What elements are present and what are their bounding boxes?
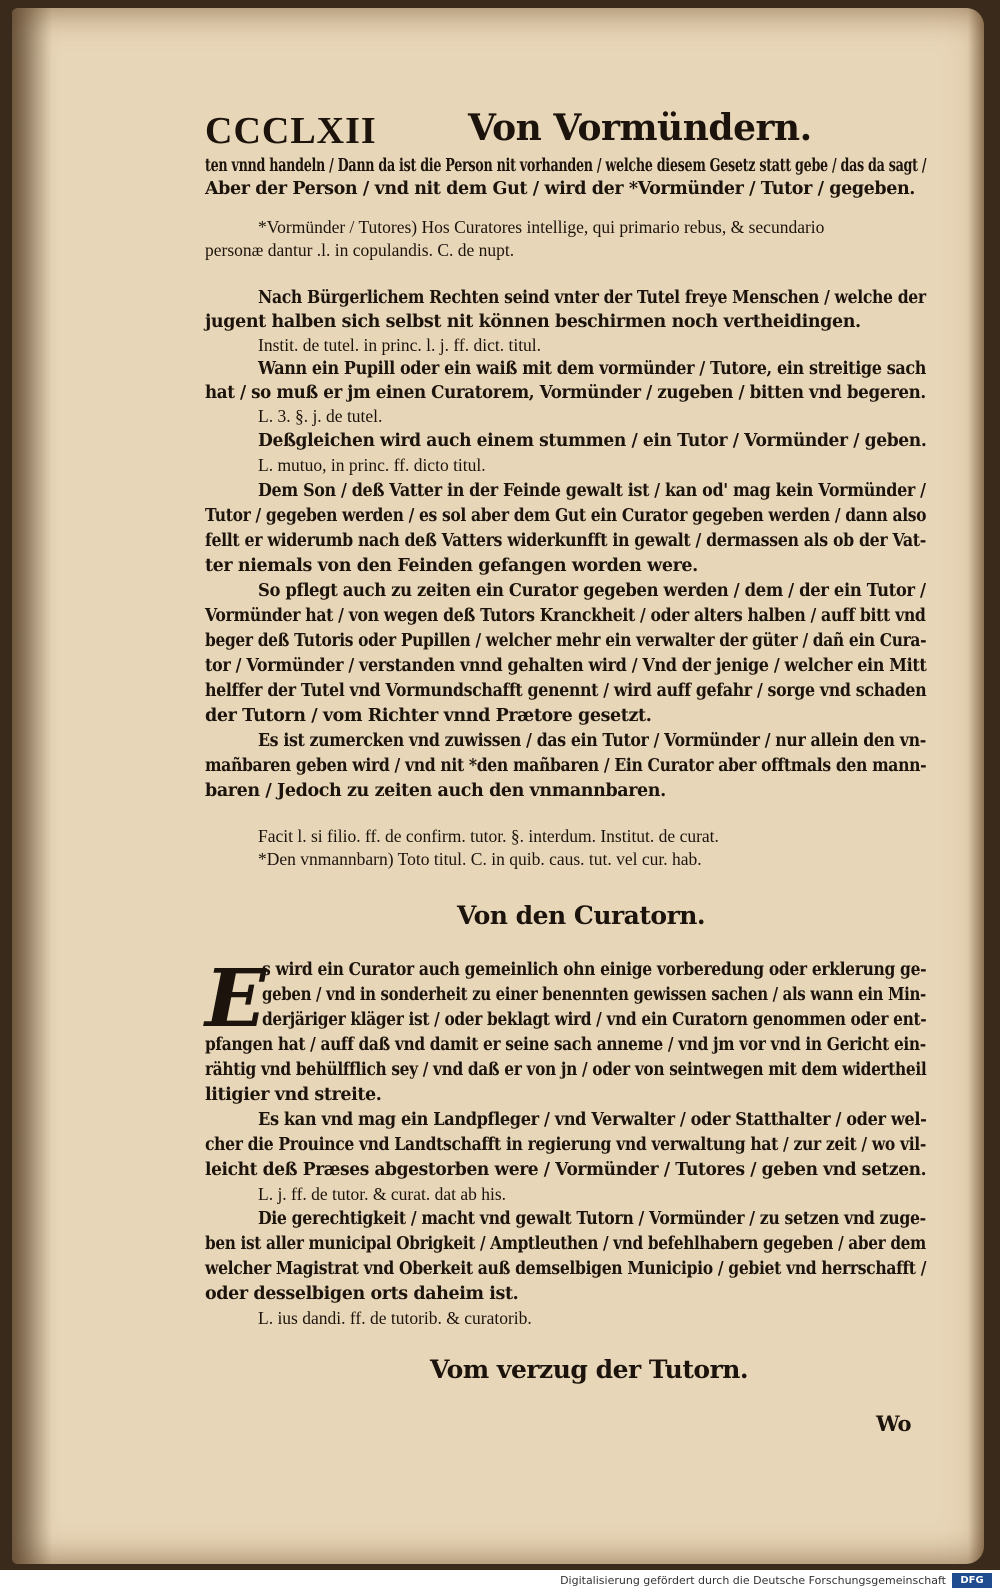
dfg-logo: DFG <box>952 1573 992 1588</box>
text-line: baren / Jedoch zu zeiten auch den vnmannbaren. <box>205 781 666 801</box>
section-heading: Von den Curatorn. <box>457 901 706 930</box>
text-line: hat / so muß er jm einen Curatorem, Vormünder / zugeben / bitten vnd begeren. <box>205 383 926 403</box>
text-line: beger deß Tutoris oder Pupillen / welcher mehr ein verwalter der güter / dañ ein Cura- <box>205 631 927 651</box>
citation-line: L. mutuo, in princ. ff. dicto titul. <box>258 455 486 475</box>
text-line: rähtig vnd behülfflich sey / vnd daß er von jn / oder von seintwegen mit dem widertheil <box>205 1060 927 1080</box>
text-line: Deßgleichen wird auch einem stummen / ein Tutor / Vormünder / geben. <box>258 431 927 451</box>
folio-number: CCCLXII <box>205 110 377 152</box>
citation-line: Facit l. si filio. ff. de confirm. tutor. §. interdum. Institut. de curat. <box>258 826 719 846</box>
text-line: Vormünder hat / von wegen deß Tutors Kranckheit / oder alters halben / auff bitt vnd <box>205 606 926 626</box>
catchword: Wo <box>876 1411 912 1436</box>
text-line: Es kan vnd mag ein Landpfleger / vnd Verwalter / oder Statthalter / oder wel- <box>258 1110 927 1130</box>
citation-line: L. j. ff. de tutor. & curat. dat ab his. <box>258 1184 507 1204</box>
drop-cap: E <box>205 951 266 1045</box>
footnote-line: personæ dantur .l. in copulandis. C. de nupt. <box>205 240 515 260</box>
text-line: cher die Prouince vnd Landtschafft in regierung vnd verwaltung hat / zur zeit / wo vil- <box>205 1135 926 1155</box>
text-line: Es ist zumercken vnd zuwissen / das ein Tutor / Vormünder / nur allein den vn- <box>258 731 926 751</box>
text-line: mañbaren geben wird / vnd nit *den mañbaren / Ein Curator aber offtmals den mann- <box>205 756 927 776</box>
text-line: helffer der Tutel vnd Vormundschafft genennt / wird auff gefahr / sorge vnd schaden <box>205 681 927 701</box>
citation-line: L. ius dandi. ff. de tutorib. & curatorib. <box>258 1308 532 1328</box>
page-gutter-shadow <box>12 8 52 1564</box>
funding-notice: Digitalisierung gefördert durch die Deutsche Forschungsgemeinschaft <box>560 1574 946 1587</box>
text-line: welcher Magistrat vnd Oberkeit auß demselbigen Municipio / gebiet vnd herrschafft / <box>205 1259 927 1279</box>
text-line: Nach Bürgerlichem Rechten seind vnter der Tutel freye Menschen / welche der <box>258 288 926 308</box>
citation-line: Instit. de tutel. in princ. l. j. ff. dict. titul. <box>258 335 542 355</box>
text-line: s wird ein Curator auch gemeinlich ohn einige vorberedung oder erklerung ge- <box>262 960 927 980</box>
text-line: ten vnnd handeln / Dann da ist die Person nit vorhanden / welche diesem Gesetz statt gebe / das da sagt / <box>205 156 927 176</box>
text-line: derjäriger kläger ist / oder beklagt wird / vnd ein Curatorn genommen oder ent- <box>262 1010 927 1030</box>
text-line: oder desselbigen orts daheim ist. <box>205 1284 519 1304</box>
text-line: jugent halben sich selbst nit können beschirmen noch vertheidingen. <box>205 312 861 332</box>
text-line: Tutor / gegeben werden / es sol aber dem Gut ein Curator gegeben werden / dann also <box>205 506 927 526</box>
page-edge-shadow <box>968 8 984 1564</box>
running-title: Von Vormündern. <box>468 107 812 149</box>
text-line: Aber der Person / vnd nit dem Gut / wird der *Vormünder / Tutor / gegeben. <box>205 179 915 199</box>
text-line: ben ist aller municipal Obrigkeit / Amptleuthen / vnd befehlhabern gegeben / aber dem <box>205 1234 926 1254</box>
text-line: pfangen hat / auff daß vnd damit er seine sach anneme / vnd jm vor vnd in Gericht ein- <box>205 1035 926 1055</box>
text-line: So pflegt auch zu zeiten ein Curator gegeben werden / dem / der ein Tutor / <box>258 581 926 601</box>
text-line: fellt er widerumb nach deß Vatters widerkunfft in gewalt / dermassen als ob der Vat- <box>205 531 926 551</box>
footnote-line: *Vormünder / Tutores) Hos Curatores intellige, qui primario rebus, & secundario <box>258 217 825 237</box>
text-line: Die gerechtigkeit / macht vnd gewalt Tutorn / Vormünder / zu setzen vnd zuge- <box>258 1209 926 1229</box>
text-line: ter niemals von den Feinden gefangen worden were. <box>205 556 698 576</box>
text-line: tor / Vormünder / verstanden vnnd gehalten wird / Vnd der jenige / welcher ein Mitt <box>205 656 927 676</box>
section-heading: Vom verzug der Tutorn. <box>430 1355 749 1384</box>
text-line: litigier vnd streite. <box>205 1085 382 1105</box>
text-line: der Tutorn / vom Richter vnnd Prætore gesetzt. <box>205 706 652 726</box>
text-line: Dem Son / deß Vatter in der Feinde gewalt ist / kan od' mag kein Vormünder / <box>258 481 926 501</box>
citation-line: L. 3. §. j. de tutel. <box>258 406 383 426</box>
text-line: leicht deß Præses abgestorben were / Vormünder / Tutores / geben vnd setzen. <box>205 1160 927 1180</box>
text-line: geben / vnd in sonderheit zu einer benennten gewissen sachen / als wann ein Min- <box>262 985 926 1005</box>
text-line: Wann ein Pupill oder ein waiß mit dem vormünder / Tutore, ein streitige sach <box>258 359 927 379</box>
footnote-line: *Den vnmannbarn) Toto titul. C. in quib. caus. tut. vel cur. hab. <box>258 849 702 869</box>
